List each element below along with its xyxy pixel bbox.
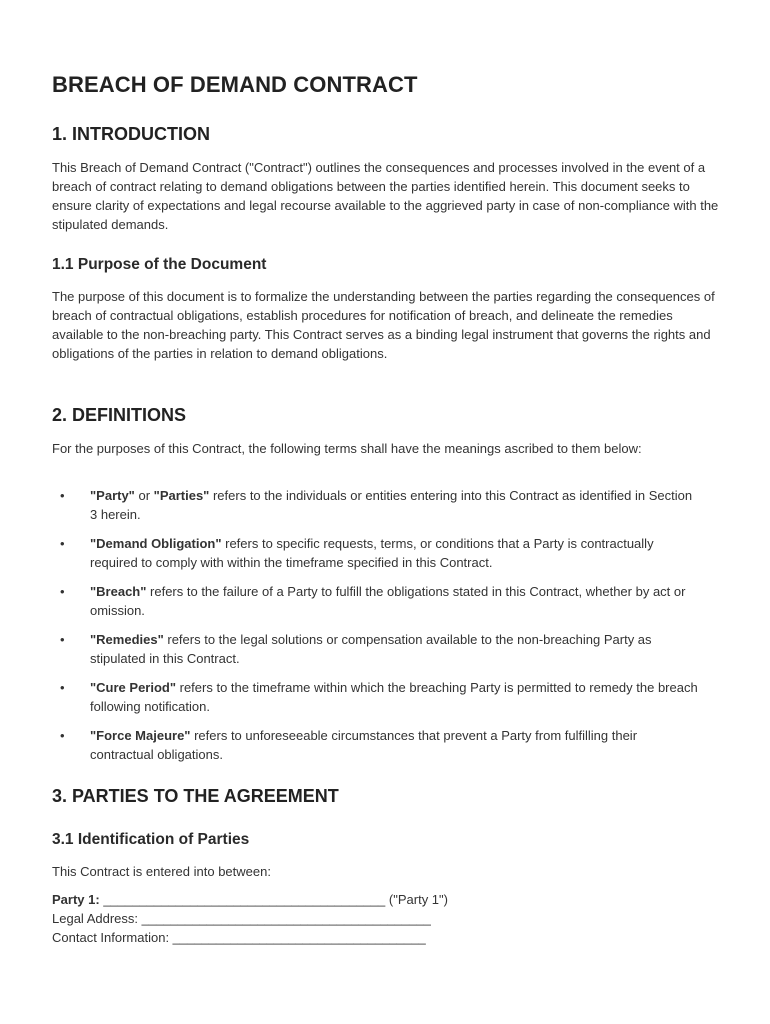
section-3-heading: 3. PARTIES TO THE AGREEMENT <box>52 786 339 806</box>
definition-term: "Force Majeure" <box>90 728 191 743</box>
bullet-icon: • <box>60 632 65 647</box>
list-item <box>52 582 700 620</box>
section-1-1-heading: 1.1 Purpose of the Document <box>52 256 267 273</box>
definition-text: refers to specific requests, terms, or conditions that a Party is contractually required to comply with within the timeframe specified in this Contract. <box>90 536 654 570</box>
section-2-heading: 2. DEFINITIONS <box>52 405 187 425</box>
definition-text: refers to the failure of a Party to fulfill the obligations stated in this Contract, whether by act or omission. <box>90 584 686 618</box>
bullet-icon: • <box>60 728 65 743</box>
section-1-heading: 1. INTRODUCTION <box>52 124 211 144</box>
list-item <box>52 630 700 668</box>
document-title: BREACH OF DEMAND CONTRACT <box>52 72 418 97</box>
party-1-label: Party 1: <box>52 892 100 907</box>
definitions-list <box>52 486 732 774</box>
bullet-icon: • <box>60 488 65 503</box>
definition-text: refers to the legal solutions or compensation available to the non-breaching Party as stipulated in this Contract. <box>90 632 652 666</box>
definition-term-2: "Parties" <box>153 488 210 503</box>
list-item <box>52 486 700 524</box>
list-item <box>52 678 700 716</box>
party-1-suffix: ("Party 1") <box>385 892 448 907</box>
definition-term: "Demand Obligation" <box>90 536 222 551</box>
section-2-intro: For the purposes of this Contract, the following terms shall have the meanings ascribed to them below: <box>52 441 642 456</box>
bullet-icon: • <box>60 536 65 551</box>
definition-term: "Cure Period" <box>90 680 177 695</box>
section-1-1-text: The purpose of this document is to formalize the understanding between the parties regarding the consequences of breach of contractual obligations, establish procedures for notification of breach, and delineate the remedies available to the non-breaching party. This Contract serves as a binding legal instrument that governs the rights and obligations of the parties in relation to demand obligations. <box>52 289 715 361</box>
section-1-text: This Breach of Demand Contract ("Contract") outlines the consequences and processes involved in the event of a breach of contract relating to demand obligations between the parties identified herein. This document seeks to ensure clarity of expectations and legal recourse available to the aggrieved party in case of non-compliance with the stipulated demands. <box>52 160 719 232</box>
party-1-blank: _______________________________________ <box>99 892 386 907</box>
party-1-line <box>52 890 448 909</box>
section-3-1-heading: 3.1 Identification of Parties <box>52 831 250 848</box>
definition-term: "Party" <box>90 488 135 503</box>
definition-term: "Remedies" <box>90 632 164 647</box>
definition-text: refers to the timeframe within which the breaching Party is permitted to remedy the breach following notification. <box>90 680 698 714</box>
list-item <box>52 534 700 572</box>
bullet-icon: • <box>60 584 65 599</box>
definition-text: refers to unforeseeable circumstances that prevent a Party from fulfilling their contractual obligations. <box>90 728 638 762</box>
legal-address-line: Legal Address: ________________________________________ <box>52 911 431 926</box>
list-item <box>52 726 700 764</box>
definition-text: refers to the individuals or entities entering into this Contract as identified in Section 3 herein. <box>90 488 693 522</box>
party-info-block <box>52 890 448 947</box>
definition-joiner: or <box>134 488 154 503</box>
section-3-1-intro: This Contract is entered into between: <box>52 864 271 879</box>
contact-info-line: Contact Information: ___________________________________ <box>52 930 426 945</box>
bullet-icon: • <box>60 680 65 695</box>
definition-term: "Breach" <box>90 584 147 599</box>
